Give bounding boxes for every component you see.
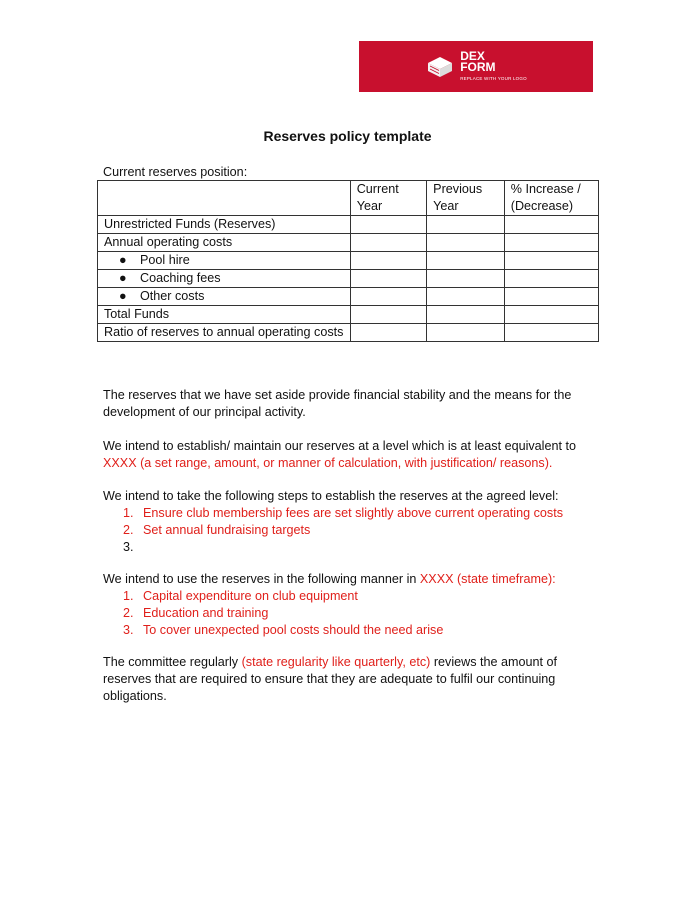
table-cell[interactable] <box>350 324 426 342</box>
table-cell[interactable] <box>504 252 598 270</box>
row-label: Other costs <box>140 289 205 303</box>
table-header-cell <box>98 181 351 216</box>
steps-list <box>103 505 595 554</box>
paragraph-usage <box>103 571 595 639</box>
table-cell[interactable] <box>427 252 505 270</box>
table-cell[interactable] <box>504 234 598 252</box>
list-item-text[interactable]: Capital expenditure on club equipment <box>143 589 358 603</box>
list-item <box>103 605 595 622</box>
logo-word-2: FORM <box>460 60 496 75</box>
usage-list <box>103 588 595 639</box>
table-cell[interactable] <box>427 306 505 324</box>
paragraph-reserve-level <box>103 438 595 472</box>
paragraph-text: We intend to use the reserves in the following manner in <box>103 572 417 586</box>
table-row <box>98 234 599 252</box>
table-row <box>98 324 599 342</box>
table-cell[interactable] <box>504 288 598 306</box>
row-label: Ratio of reserves to annual operating costs <box>98 324 351 342</box>
table-cell[interactable] <box>427 270 505 288</box>
table-cell[interactable] <box>350 288 426 306</box>
reserves-table <box>97 180 599 342</box>
table-cell[interactable] <box>350 216 426 234</box>
table-row <box>98 252 599 270</box>
table-cell[interactable] <box>350 234 426 252</box>
paragraph-text: We intend to establish/ maintain our reserves at a level which is at least equivalent to <box>103 439 576 453</box>
paragraph-review <box>103 654 595 705</box>
paragraph-text: The committee regularly <box>103 655 239 669</box>
list-item-text[interactable]: Education and training <box>143 606 269 620</box>
table-row <box>98 270 599 288</box>
row-label-cell <box>98 252 351 270</box>
bullet-icon: ● <box>119 271 127 285</box>
row-label: Coaching fees <box>140 271 221 285</box>
company-logo <box>359 41 593 92</box>
table-header-cell: % Increase / (Decrease) <box>504 181 598 216</box>
list-item <box>103 622 595 639</box>
table-cell[interactable] <box>504 306 598 324</box>
list-item-text[interactable]: Set annual fundraising targets <box>143 523 311 537</box>
stacked-papers-icon <box>425 54 455 80</box>
table-cell[interactable] <box>427 288 505 306</box>
list-number: 2. <box>123 606 134 620</box>
row-label-cell <box>98 288 351 306</box>
row-label-cell <box>98 270 351 288</box>
document-title: Reserves policy template <box>263 128 432 144</box>
table-cell[interactable] <box>427 216 505 234</box>
row-label: Pool hire <box>140 253 190 267</box>
row-label: Unrestricted Funds (Reserves) <box>98 216 351 234</box>
paragraph-stability: The reserves that we have set aside provide financial stability and the means for the development of our principal activity. <box>103 388 572 419</box>
logo-tagline: REPLACE WITH YOUR LOGO <box>460 76 527 82</box>
table-cell[interactable] <box>350 270 426 288</box>
bullet-icon: ● <box>119 289 127 303</box>
list-item <box>103 522 595 539</box>
table-cell[interactable] <box>350 306 426 324</box>
list-item <box>103 588 595 605</box>
table-caption: Current reserves position: <box>103 165 248 179</box>
row-label: Total Funds <box>98 306 351 324</box>
placeholder-text[interactable]: XXXX (a set range, amount, or manner of calculation, with justification/ reasons). <box>103 456 553 470</box>
table-cell[interactable] <box>427 324 505 342</box>
list-number: 2. <box>123 523 134 537</box>
logo-word-1: DEX <box>460 49 485 64</box>
logo-text <box>460 51 527 82</box>
row-label: Annual operating costs <box>98 234 351 252</box>
table-cell[interactable] <box>350 252 426 270</box>
table-header-row <box>98 181 599 216</box>
list-number: 1. <box>123 506 134 520</box>
bullet-icon: ● <box>119 253 127 267</box>
paragraph-steps <box>103 488 595 554</box>
table-header-cell: Current Year <box>350 181 426 216</box>
list-number: 1. <box>123 589 134 603</box>
table-header-cell: Previous Year <box>427 181 505 216</box>
list-number: 3. <box>123 623 134 637</box>
table-cell[interactable] <box>504 324 598 342</box>
table-cell[interactable] <box>504 216 598 234</box>
list-item <box>103 505 595 522</box>
list-number: 3. <box>123 540 134 554</box>
placeholder-text[interactable]: XXXX (state timeframe): <box>419 572 556 586</box>
list-item-text[interactable]: Ensure club membership fees are set slightly above current operating costs <box>143 506 564 520</box>
paragraph-text: reviews the amount of reserves that are required to ensure that they are adequate to fulfil our continuing obligations. <box>103 655 558 703</box>
paragraph-text: We intend to take the following steps to establish the reserves at the agreed level: <box>103 489 559 503</box>
table-row <box>98 216 599 234</box>
table-row <box>98 288 599 306</box>
table-cell[interactable] <box>504 270 598 288</box>
placeholder-text[interactable]: (state regularity like quarterly, etc) <box>241 655 431 669</box>
table-cell[interactable] <box>427 234 505 252</box>
table-row <box>98 306 599 324</box>
list-item-text[interactable]: To cover unexpected pool costs should the need arise <box>143 623 444 637</box>
